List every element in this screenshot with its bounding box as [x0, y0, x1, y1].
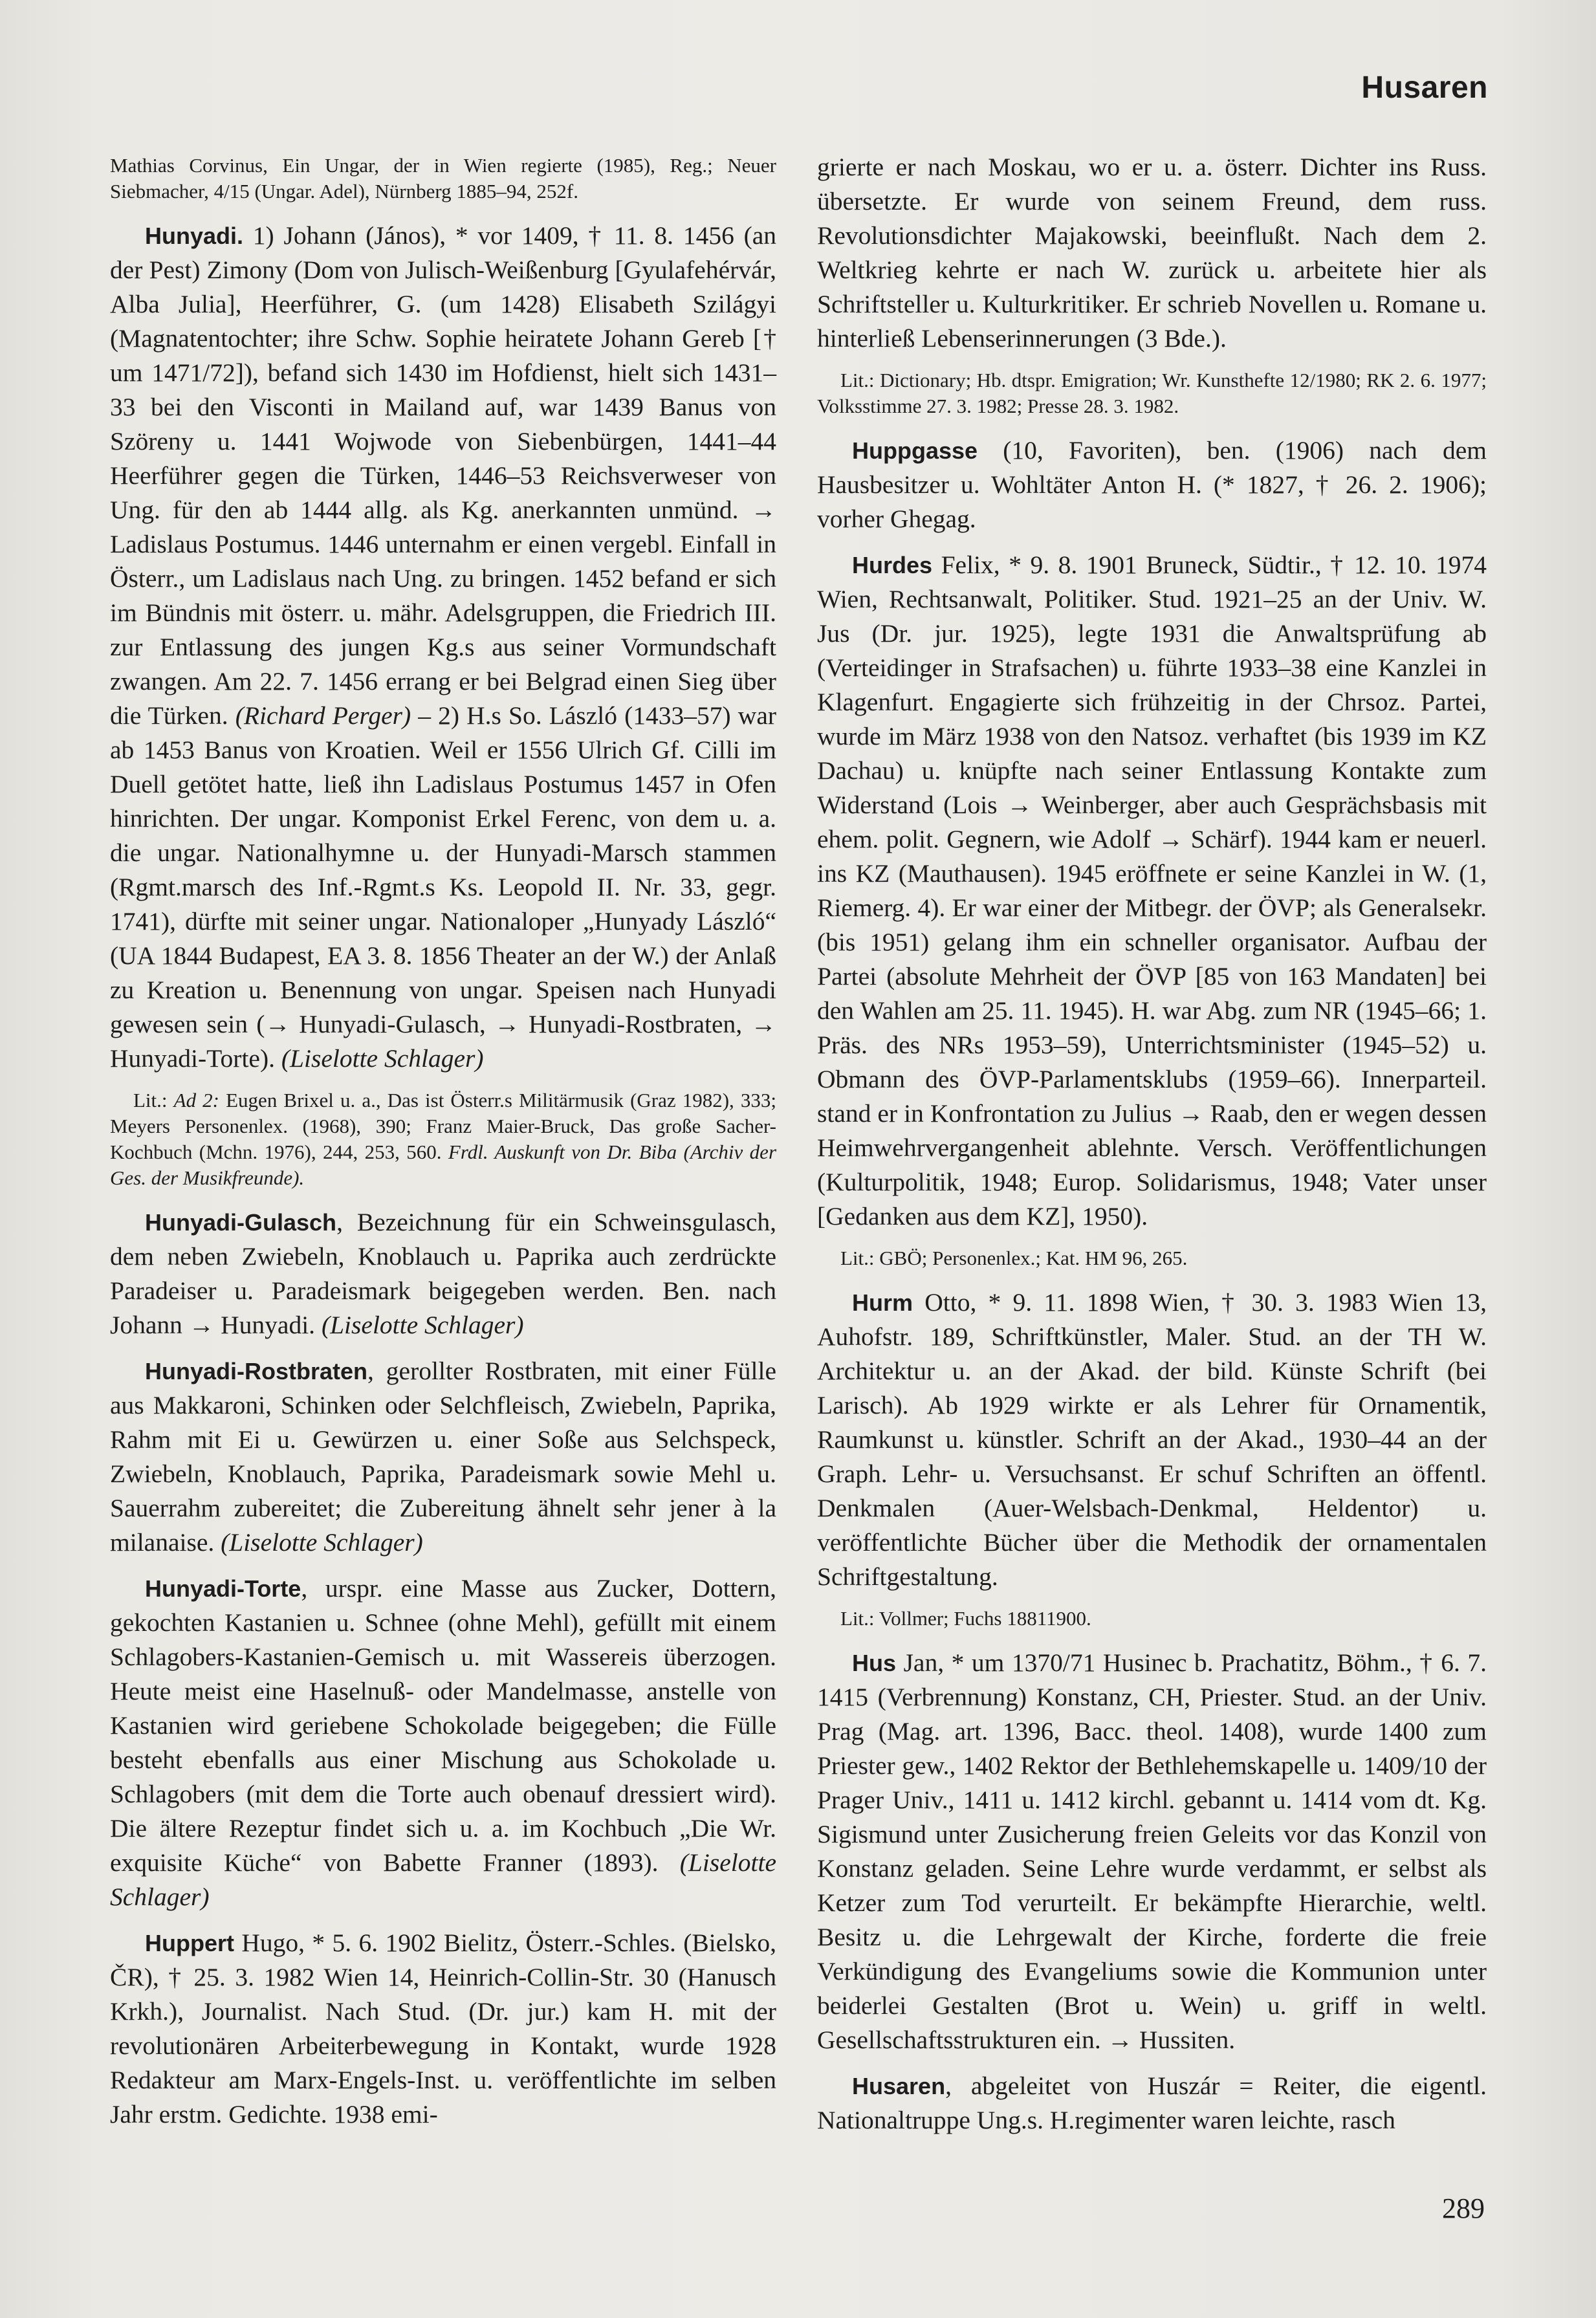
- entry-hurdes: [817, 548, 1487, 1234]
- entry-hunyadi-torte: [110, 1571, 776, 1914]
- left-column: [110, 150, 776, 2143]
- entry-text: , abgeleitet von Huszár = Reiter, die eigentl. Nationaltruppe Ung.s. H.regimenter waren leichte, rasch: [817, 2072, 1487, 2134]
- lemma-hurdes: Hurdes: [852, 552, 933, 578]
- lemma-hunyadi-gulasch: Hunyadi-Gulasch: [145, 1209, 337, 1236]
- author-credit: (Liselotte Schlager): [321, 1311, 524, 1339]
- lemma-huppgasse: Huppgasse: [852, 437, 978, 464]
- right-column: [817, 150, 1487, 2149]
- lemma-hunyadi-rostbraten: Hunyadi-Rostbraten: [145, 1358, 368, 1384]
- lemma-hurm: Hurm: [852, 1289, 913, 1316]
- entry-text: , gerollter Rostbraten, mit einer Fülle aus Makkaroni, Schinken oder Selchfleisch, Zwiebeln, Paprika, Rahm mit Ei u. Gewürzen u. einer Soße aus Selchspeck, Zwiebeln, Knoblauch, Paprika, Paradeismark sowie Mehl u. Sauerrahm zubereitet; die Zubereitung ähnelt sehr jener à la milanaise.: [110, 1357, 776, 1557]
- entry-hunyadi: [110, 219, 776, 1076]
- lit-text: Eugen Brixel u. a., Das ist Österr.s Militärmusik (Graz 1982), 333; Meyers Personenlex. (1968), 390; Franz Maier-Bruck, Das große Sacher-Kochbuch (Mchn. 1976), 244, 253, 560.: [110, 1089, 777, 1163]
- entry-hurm: [817, 1285, 1487, 1594]
- entry-huppert-continued: grierte er nach Moskau, wo er u. a. österr. Dichter ins Russ. übersetzte. Er wurde von seinem Freund, dem russ. Revolutionsdichter Majakowski, beeinflußt. Nach dem 2. Weltkrieg kehrte er nach W. zurück u. arbeitete hier als Schriftsteller u. Kulturkritiker. Er schrieb Novellen u. Romane u. hinterließ Lebenserinnerungen (3 Bde.).: [817, 153, 1487, 353]
- entry-husaren: [817, 2069, 1487, 2138]
- lemma-hunyadi: Hunyadi.: [145, 223, 244, 249]
- reference-block: Mathias Corvinus, Ein Ungar, der in Wien regierte (1985), Reg.; Neuer Siebmacher, 4/15 (Ungar. Adel), Nürnberg 1885–94, 252f.: [110, 154, 776, 202]
- entry-text: , urspr. eine Masse aus Zucker, Dottern, gekochten Kastanien u. Schnee (ohne Mehl), gefüllt mit einem Schlagobers-Kastanien-Gemisch u. mit Wassereis überzogen. Heute meist eine Haselnuß- oder Mandelmasse, anstelle von Kastanien wird geriebene Schokolade beigegeben; die Fülle besteht ebenfalls aus einer Mischung aus Schokolade u. Schlagobers (mit dem die Torte auch obenauf dressiert wird). Die ältere Rezeptur findet sich u. a. im Kochbuch „Die Wr. exquisite Küche“ von Babette Franner (1893).: [110, 1574, 776, 1877]
- lemma-hus: Hus: [852, 1650, 897, 1676]
- entry-text: Hugo, * 5. 6. 1902 Bielitz, Österr.-Schles. (Bielsko, ČR), † 25. 3. 1982 Wien 14, Heinrich-Collin-Str. 30 (Hanusch Krkh.), Journalist. Nach Stud. (Dr. jur.) kam H. mit der revolutionären Arbeiterbewegung in Kontakt, wurde 1928 Redakteur am Marx-Engels-Inst. u. veröffentlichte im selben Jahr erstm. Gedichte. 1938 emi-: [110, 1929, 776, 2128]
- entry-text: Otto, * 9. 11. 1898 Wien, † 30. 3. 1983 Wien 13, Auhofstr. 189, Schriftkünstler, Maler. Stud. an der TH W. Architektur u. an der Akad. der bild. Künste Schrift (bei Larisch). Ab 1929 wirkte er als Lehrer für Ornamentik, Raumkunst u. künstler. Schrift an der Akad., 1930–44 an der Graph. Lehr- u. Versuchsanst. Er schuf Schriften an öffentl. Denkmalen (Auer-Welsbach-Denkmal, Heldentor) u. veröffentlichte Bücher über die Methodik der ornamentalen Schriftgestaltung.: [817, 1288, 1487, 1591]
- lemma-husaren: Husaren: [852, 2073, 946, 2099]
- entry-text: Jan, * um 1370/71 Husinec b. Prachatitz, Böhm., † 6. 7. 1415 (Verbrennung) Konstanz, CH, Priester. Stud. an der Univ. Prag (Mag. art. 1396, Bacc. theol. 1408), wurde 1400 zum Priester gew., 1402 Rektor der Bethlehemskapelle u. 1409/10 der Prager Univ., 1411 u. 1412 kirchl. gebannt u. 1414 vom dt. Kg. Sigismund unter Zusicherung freien Geleits vor das Konzil von Konstanz geladen. Seine Lehre wurde verdammt, er selbst als Ketzer zum Tod verurteilt. Er bekämpfte Hierarchie, weltl. Besitz u. die Lehrgewalt der Kirche, forderte die freie Verkündigung des Evangeliums sowie die Kommunion unter beiderlei Gestalten (Brot u. Wein) u. griff in weltl. Gesellschaftsstrukturen ein. → Hussiten.: [817, 1648, 1487, 2054]
- entry-huppgasse: [817, 433, 1487, 536]
- entry-hunyadi-gulasch: [110, 1205, 776, 1342]
- page-number: 289: [1442, 2192, 1485, 2224]
- entry-text: – 2) H.s So. László (1433–57) war ab 1453 Banus von Kroatien. Weil er 1556 Ulrich Gf. Cilli im Duell getötet hatte, ließ ihn Ladislaus Postumus 1457 in Ofen hinrichten. Der ungar. Komponist Erkel Ferenc, von dem u. a. die ungar. Nationalhymne u. der Hunyadi-Marsch stammen (Rgmt.marsch des Inf.-Rgmt.s Ks. Leopold II. Nr. 33, gegr. 1741), dürfte mit seiner ungar. Nationaloper „Hunyady László“ (UA 1844 Budapest, EA 3. 8. 1856 Theater an der W.) der Anlaß zu Kreation u. Benennung von ungar. Speisen nach Hunyadi gewesen sein (→ Hunyadi-Gulasch, → Hunyadi-Rostbraten, → Hunyadi-Torte).: [110, 701, 777, 1073]
- lit-note: Frdl. Auskunft von Dr. Biba (Archiv der Ges. der Musikfreunde).: [110, 1141, 777, 1189]
- author-credit: (Liselotte Schlager): [110, 1848, 776, 1911]
- lit-ad: Ad 2:: [173, 1089, 220, 1111]
- literature-hunyadi: [110, 1088, 776, 1191]
- lemma-hunyadi-torte: Hunyadi-Torte: [145, 1575, 301, 1602]
- author-credit: (Liselotte Schlager): [281, 1044, 484, 1073]
- entry-text: Felix, * 9. 8. 1901 Bruneck, Südtir., † 12. 10. 1974 Wien, Rechtsanwalt, Politiker. Stud. 1921–25 an der Univ. W. Jus (Dr. jur. 1925), legte 1931 die Anwaltsprüfung ab (Verteidinger in Strafsachen) u. führte 1933–38 eine Kanzlei in Klagenfurt. Engagierte sich frühzeitig in der Chrsoz. Partei, wurde im März 1938 von den Natsoz. verhaftet (bis 1939 im KZ Dachau) u. knüpfte nach seiner Entlassung Kontakte zum Widerstand (Lois → Weinberger, aber auch Gesprächsbasis mit ehem. polit. Gegnern, wie Adolf → Schärf). 1944 kam er neuerl. ins KZ (Mauthausen). 1945 eröffnete er seine Kanzlei in W. (1, Riemerg. 4). Er war einer der Mitbegr. der ÖVP; als Generalsekr. (bis 1951) gelang ihm ein schneller organisator. Aufbau der Partei (absolute Mehrheit der ÖVP [85 von 163 Mandaten] bei den Wahlen am 25. 11. 1945). H. war Abg. zum NR (1945–66; 1. Präs. des NRs 1953–59), Unterrichtsminister (1945–52) u. Obmann des ÖVP-Parlamentsklubs (1959–66). Innerparteil. stand er in Konfrontation zu Julius → Raab, den er wegen dessen Heimwehrvergangenheit ablehnte. Versch. Veröffentlichungen (Kulturpolitik, 1948; Europ. Solidarismus, 1948; Vater unser [Gedanken aus dem KZ], 1950).: [817, 551, 1487, 1230]
- lemma-huppert: Huppert: [145, 1930, 234, 1956]
- author-credit: (Liselotte Schlager): [221, 1528, 423, 1557]
- literature-hurm: Lit.: Vollmer; Fuchs 18811900.: [840, 1607, 1091, 1630]
- literature-hurdes: Lit.: GBÖ; Personenlex.; Kat. HM 96, 265.: [840, 1247, 1188, 1269]
- lit-label: Lit.:: [133, 1089, 168, 1111]
- entry-hus: [817, 1646, 1487, 2057]
- running-header: Husaren: [1361, 71, 1488, 105]
- entry-hunyadi-rostbraten: [110, 1354, 776, 1560]
- entry-text: 1) Johann (János), * vor 1409, † 11. 8. 1456 (an der Pest) Zimony (Dom von Julisch-Weißenburg [Gyulafehérvár, Alba Julia], Heerführer, G. (um 1428) Elisabeth Szilágyi (Magnatentochter; ihre Schw. Sophie heiratete Johann Gereb [† um 1471/72]), befand sich 1430 im Hofdienst, hielt sich 1431–33 bei den Visconti in Mailand auf, war 1439 Banus von Szöreny u. 1441 Wojwode von Siebenbürgen, 1441–44 Heerführer gegen die Türken, 1446–53 Reichsverweser von Ung. für den ab 1444 allg. als Kg. anerkannten unmünd. → Ladislaus Postumus. 1446 unternahm er einen vergebl. Einfall in Österr., um Ladislaus nach Ung. zu bringen. 1452 befand er sich im Bündnis mit österr. u. mähr. Adelsgruppen, die Friedrich III. zur Entlassung des jungen Kg.s aus seiner Vormundschaft zwangen. Am 22. 7. 1456 errang er bei Belgrad einen Sieg über die Türken.: [110, 221, 777, 730]
- entry-text: , Bezeichnung für ein Schweinsgulasch, dem neben Zwiebeln, Knoblauch u. Paprika auch zerdrückte Paradeiser u. Paradeismark beigegeben werden. Ben. nach Johann → Hunyadi.: [110, 1208, 776, 1339]
- author-credit: (Richard Perger): [235, 701, 411, 730]
- literature-huppert: Lit.: Dictionary; Hb. dtspr. Emigration; Wr. Kunsthefte 12/1980; RK 2. 6. 1977; Volksstimme 27. 3. 1982; Presse 28. 3. 1982.: [817, 369, 1487, 417]
- entry-text: (10, Favoriten), ben. (1906) nach dem Hausbesitzer u. Wohltäter Anton H. (* 1827, † 26. 2. 1906); vorher Ghegag.: [817, 436, 1487, 533]
- entry-huppert: [110, 1926, 776, 2132]
